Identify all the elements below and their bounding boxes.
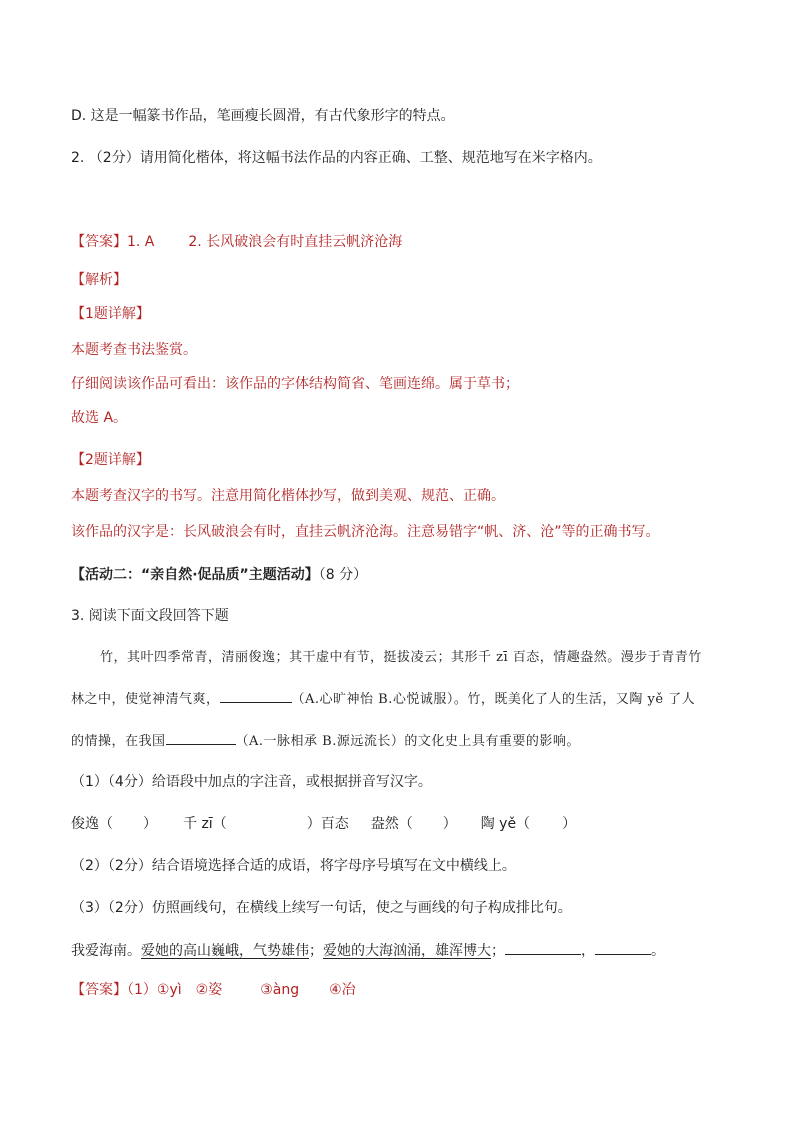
passage-line-3-b: （A.一脉相承 B.源远流长）的文化史上具有重要的影响。 <box>235 734 580 749</box>
item-angran-open: 盎然（ <box>370 816 413 832</box>
passage-line-2-a: 林之中，使觉神清气爽， <box>71 692 220 707</box>
answer-2: 2. 长风破浪会有时直挂云帆济沧海 <box>188 234 403 250</box>
passage-line-2-b: （A.心旷神怡 B.心悦诚服）。竹，既美化了人的生活，又陶 yě 了人 <box>291 692 696 707</box>
idiom-blank-2[interactable] <box>166 730 236 745</box>
parallel-sentence <box>71 940 665 961</box>
hai-prefix: 我爱海南。 <box>71 943 141 959</box>
sub-question-1: （1）（4分）给语段中加点的字注音，或根据拼音写汉字。 <box>71 774 432 790</box>
option-d: D. 这是一幅篆书作品，笔画瘦长圆滑，有古代象形字的特点。 <box>71 108 455 124</box>
answer-label: 【答案】 <box>71 234 127 250</box>
question-2: 2. （2分）请用简化楷体，将这幅书法作品的内容正确、工整、规范地写在米字格内。 <box>71 150 602 166</box>
detail-1-heading: 【1题详解】 <box>71 306 150 322</box>
detail-2-line-2: 该作品的汉字是：长风破浪会有时，直挂云帆济沧海。注意易错字“帆、济、沧”等的正确书写。 <box>71 524 660 540</box>
detail-2-heading: 【2题详解】 <box>71 452 150 468</box>
activity-title <box>71 565 367 585</box>
hai-comma: ， <box>581 943 595 959</box>
underlined-phrase-2: 爱她的大海汹涌，雄浑博大 <box>323 943 491 959</box>
detail-1-line-2: 仔细阅读该作品可看出：该作品的字体结构简省、笔画连绵。属于草书； <box>71 376 519 392</box>
underlined-phrase-1: 爱她的高山巍峨，气势雄伟 <box>141 943 309 959</box>
answer-3 <box>71 980 356 1000</box>
item-angran-close: ） <box>442 816 457 832</box>
pinyin-items <box>71 814 576 834</box>
answer-3-item-3: ③àng <box>260 982 300 998</box>
answer-1: 1. A <box>127 234 155 250</box>
passage-line-3-a: 的情操，在我国 <box>71 734 166 749</box>
idiom-blank-1[interactable] <box>220 688 292 703</box>
item-ye-open: 陶 yě（ <box>480 816 531 832</box>
answer-3-label: 【答案】 <box>71 982 127 998</box>
hai-period: 。 <box>651 943 665 959</box>
analysis-heading: 【解析】 <box>71 272 127 288</box>
answer-3-item-4: ④冶 <box>329 982 356 998</box>
continue-blank-2[interactable] <box>595 940 651 955</box>
question-3: 3. 阅读下面文段回答下题 <box>71 608 229 624</box>
hai-end: ； <box>491 943 505 959</box>
item-zi-close: ）百态 <box>306 816 349 832</box>
answer-3-item-1: （1）①yì <box>127 982 182 998</box>
detail-2-line-1: 本题考查汉字的书写。注意用简化楷体抄写，做到美观、规范、正确。 <box>71 488 505 504</box>
continue-blank-1[interactable] <box>505 940 581 955</box>
activity-score: （8 分） <box>318 567 368 583</box>
item-ye-close: ） <box>562 816 577 832</box>
sub-question-2: （2）（2分）结合语境选择合适的成语，将字母序号填写在文中横线上。 <box>71 858 516 874</box>
item-junyi-close: ） <box>143 816 157 832</box>
hai-sep: ； <box>309 943 323 959</box>
sub-question-3: （3）（2分）仿照画线句，在横线上续写一句话，使之与画线的句子构成排比句。 <box>71 900 572 916</box>
passage-line-3 <box>71 730 580 752</box>
passage-line-1: 竹，其叶四季常青，清丽俊逸；其干虚中有节，挺拔凌云；其形千 zī 百态，情趣盎然。漫步于青青竹 <box>100 650 702 665</box>
answer-3-item-2: ②姿 <box>195 982 223 998</box>
detail-1-line-1: 本题考查书法鉴赏。 <box>71 342 197 358</box>
passage-line-2 <box>71 688 695 710</box>
item-zi-open: 千 zī（ <box>183 816 227 832</box>
detail-1-line-3: 故选 A。 <box>71 410 128 426</box>
item-junyi-open: 俊逸（ <box>71 816 113 832</box>
answer-1-2 <box>71 232 402 252</box>
activity-title-text: 【活动二：“亲自然·促品质”主题活动】 <box>71 567 319 583</box>
